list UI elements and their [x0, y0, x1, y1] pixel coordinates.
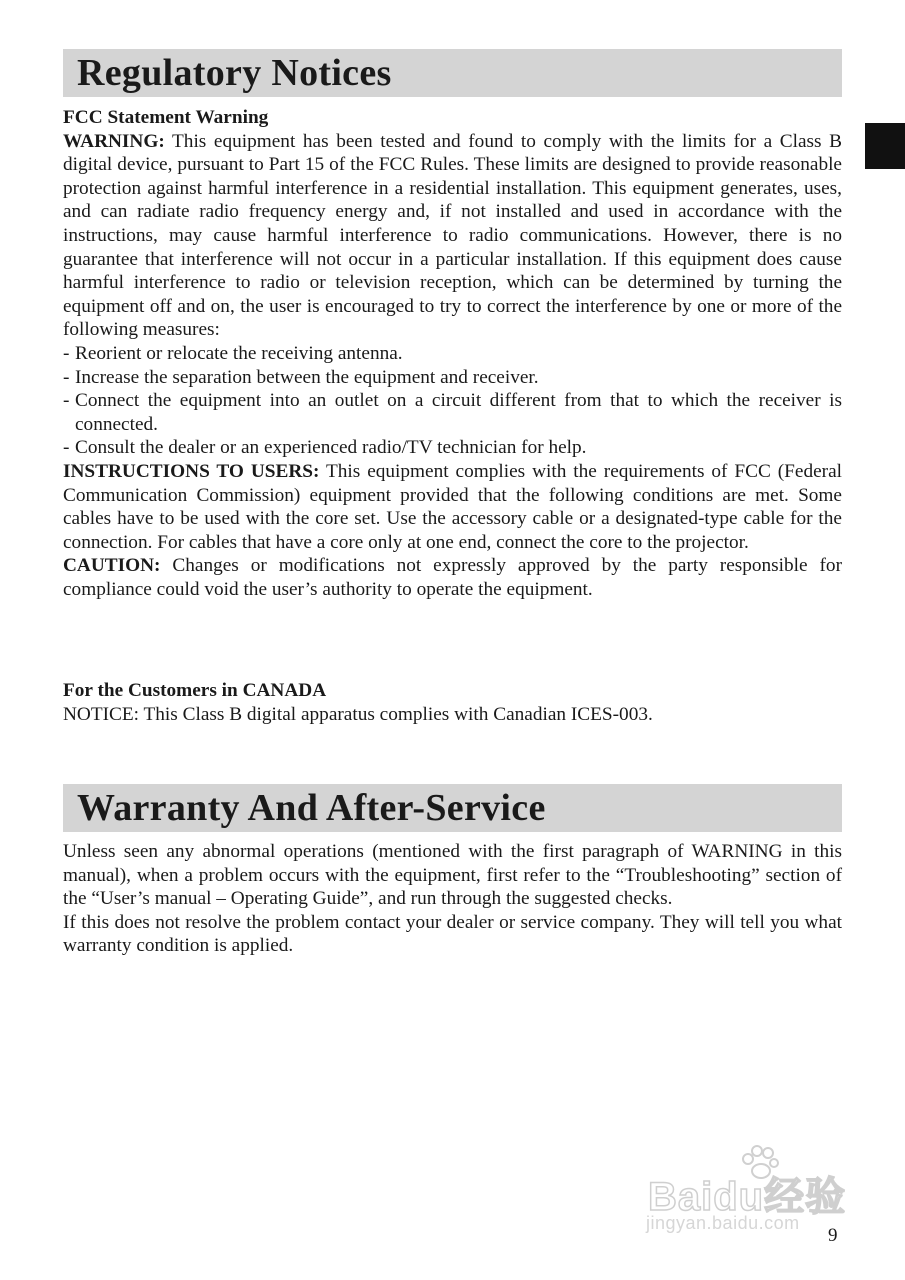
instructions-text: This equipment complies with the requirements of FCC (Federal Communication Commission) equipment provided that the following conditions are met. Some cables have to be used with the core set. Use the accessory cable or a designated-type cable for the connection. For cables that have a core only at one end, connect the core to the projector.	[63, 460, 842, 553]
section-title-warranty: Warranty And After-Service	[77, 787, 546, 829]
watermark-url: jingyan.baidu.com	[646, 1213, 800, 1233]
section-title-regulatory: Regulatory Notices	[77, 52, 392, 94]
list-item: - Reorient or relocate the receiving antenna.	[63, 342, 842, 366]
caution-paragraph	[63, 554, 842, 601]
measure-text: Connect the equipment into an outlet on a circuit different from that to which the receiver is connected.	[75, 390, 842, 435]
watermark-logo: Baidu经验	[648, 1175, 847, 1219]
caution-label: CAUTION:	[63, 555, 161, 577]
list-item: - Connect the equipment into an outlet on a circuit different from that to which the receiver is connected.	[63, 390, 842, 435]
warning-label: WARNING:	[63, 130, 165, 152]
list-item: - Consult the dealer or an experienced radio/TV technician for help.	[63, 436, 842, 460]
page-number: 9	[828, 1225, 838, 1246]
chapter-tab-marker	[865, 123, 905, 169]
canada-notice	[63, 679, 842, 726]
fcc-heading: FCC Statement Warning	[63, 107, 269, 128]
caution-text: Changes or modifications not expressly approved by the party responsible for compliance could void the user’s authority to operate the equipment.	[63, 555, 842, 600]
warning-text: This equipment has been tested and found to comply with the limits for a Class B digital device, pursuant to Part 15 of the FCC Rules. These limits are designed to provide reasonable protection against harmful interference in a residential installation. This equipment generates, uses, and can radiate radio frequency energy and, if not installed and used in accordance with the instructions, may cause harmful interference to radio communications. However, there is no guarantee that interference will not occur in a particular installation. If this equipment does cause harmful interference to radio or television reception, which can be determined by turning the equipment off and on, the user is encouraged to try to correct the interference by one or more of the following measures:	[63, 130, 842, 341]
instructions-label: INSTRUCTIONS TO USERS:	[63, 460, 320, 482]
warranty-paragraph-1: Unless seen any abnormal operations (mentioned with the first paragraph of WARNING in this manual), when a problem occurs with the equipment, first refer to the “Troubleshooting” section of the “User’s manual – Operating Guide”, and run through the suggested checks.	[63, 841, 842, 910]
measure-text: Consult the dealer or an experienced radio/TV technician for help.	[75, 437, 587, 459]
section-banner-regulatory	[63, 49, 842, 97]
fcc-warning-paragraph	[63, 130, 842, 342]
canada-heading: For the Customers in CANADA	[63, 680, 327, 701]
section-banner-warranty	[63, 784, 842, 832]
baidu-watermark	[640, 1145, 850, 1245]
measure-text: Increase the separation between the equipment and receiver.	[75, 366, 539, 388]
warranty-text	[63, 840, 842, 958]
instructions-paragraph	[63, 460, 842, 554]
canada-notice-text: NOTICE: This Class B digital apparatus complies with Canadian ICES-003.	[63, 703, 653, 725]
fcc-statement	[63, 106, 842, 601]
measure-text: Reorient or relocate the receiving antenna.	[75, 342, 403, 364]
list-item: - Increase the separation between the equipment and receiver.	[63, 366, 842, 390]
warranty-paragraph-2: If this does not resolve the problem contact your dealer or service company. They will tell you what warranty condition is applied.	[63, 911, 842, 957]
